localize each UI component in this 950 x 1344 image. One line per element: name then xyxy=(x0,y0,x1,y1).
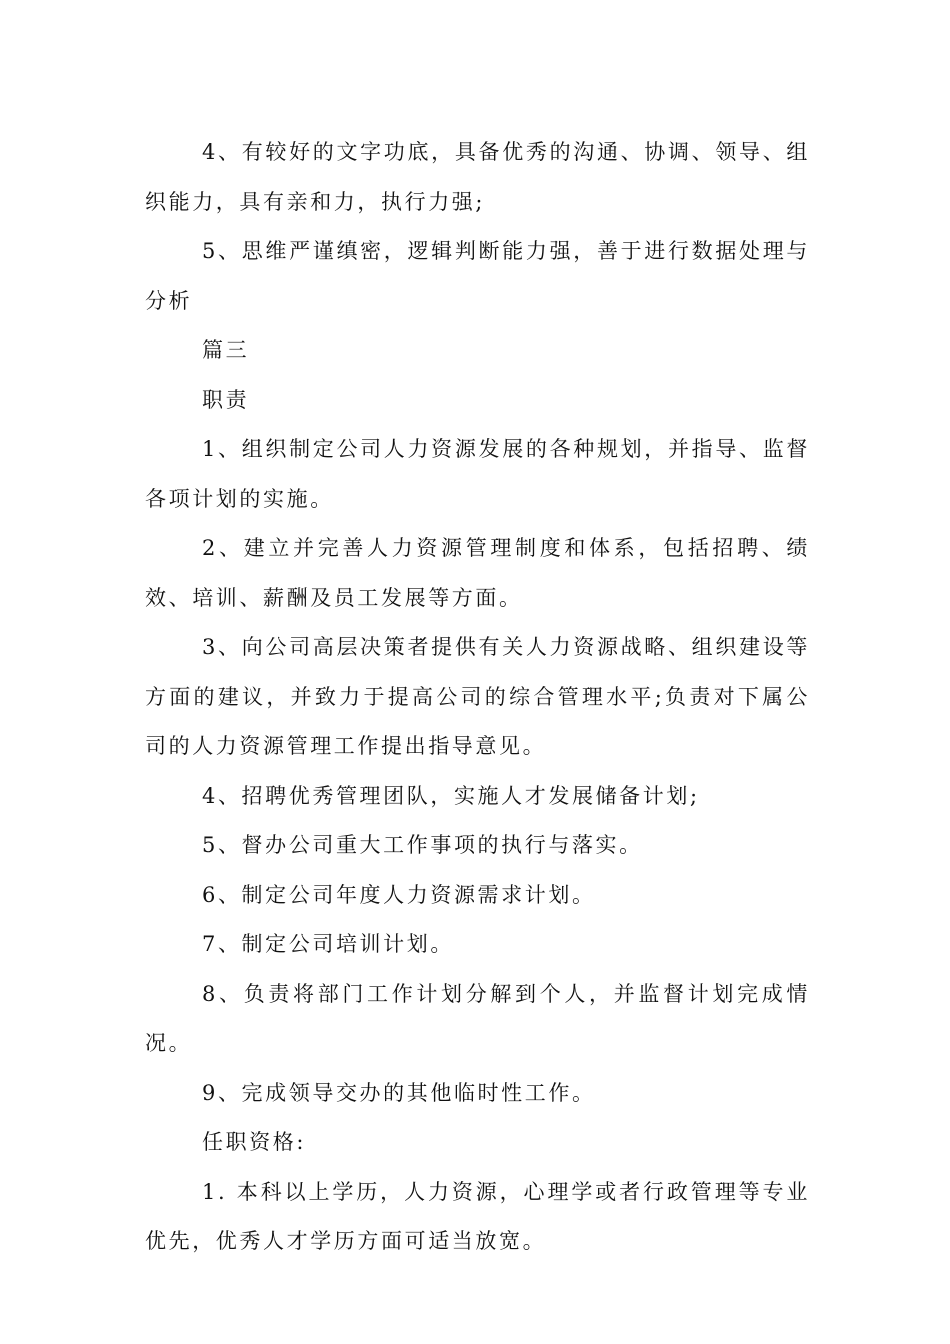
paragraph-duty-4: 4、招聘优秀管理团队，实施人才发展储备计划; xyxy=(202,783,700,808)
paragraph-duty-3: 3、向公司高层决策者提供有关人力资源战略、组织建设等方面的建议，并致力于提高公司的综合管理水平;负责对下属公司的人力资源管理工作提出指导意见。 xyxy=(145,635,810,758)
paragraph-duty-6: 6、制定公司年度人力资源需求计划。 xyxy=(202,882,596,907)
subheading-duties: 职责 xyxy=(202,387,250,412)
paragraph-duty-5: 5、督办公司重大工作事项的执行与落实。 xyxy=(202,833,643,857)
paragraph-duty-9: 9、完成领导交办的其他临时性工作。 xyxy=(202,1080,596,1105)
paragraph-duty-2: 2、建立并完善人力资源管理制度和体系，包括招聘、绩效、培训、薪酬及员工发展等方面。 xyxy=(145,536,810,610)
paragraph-duty-7: 7、制定公司培训计划。 xyxy=(202,932,454,956)
subheading-qualifications: 任职资格: xyxy=(202,1130,307,1154)
document-body xyxy=(145,128,810,1267)
section-heading: 篇三 xyxy=(202,338,250,362)
paragraph-requirement-4: 4、有较好的文字功底，具备优秀的沟通、协调、领导、组织能力，具有亲和力，执行力强; xyxy=(145,140,810,214)
paragraph-qualification-1: 1. 本科以上学历，人力资源，心理学或者行政管理等专业优先，优秀人才学历方面可适当放宽。 xyxy=(145,1179,810,1253)
paragraph-duty-8: 8、负责将部门工作计划分解到个人，并监督计划完成情况。 xyxy=(145,981,810,1055)
paragraph-requirement-5: 5、思维严谨缜密，逻辑判断能力强，善于进行数据处理与分析 xyxy=(145,239,810,313)
paragraph-duty-1: 1、组织制定公司人力资源发展的各种规划，并指导、监督各项计划的实施。 xyxy=(145,437,810,511)
